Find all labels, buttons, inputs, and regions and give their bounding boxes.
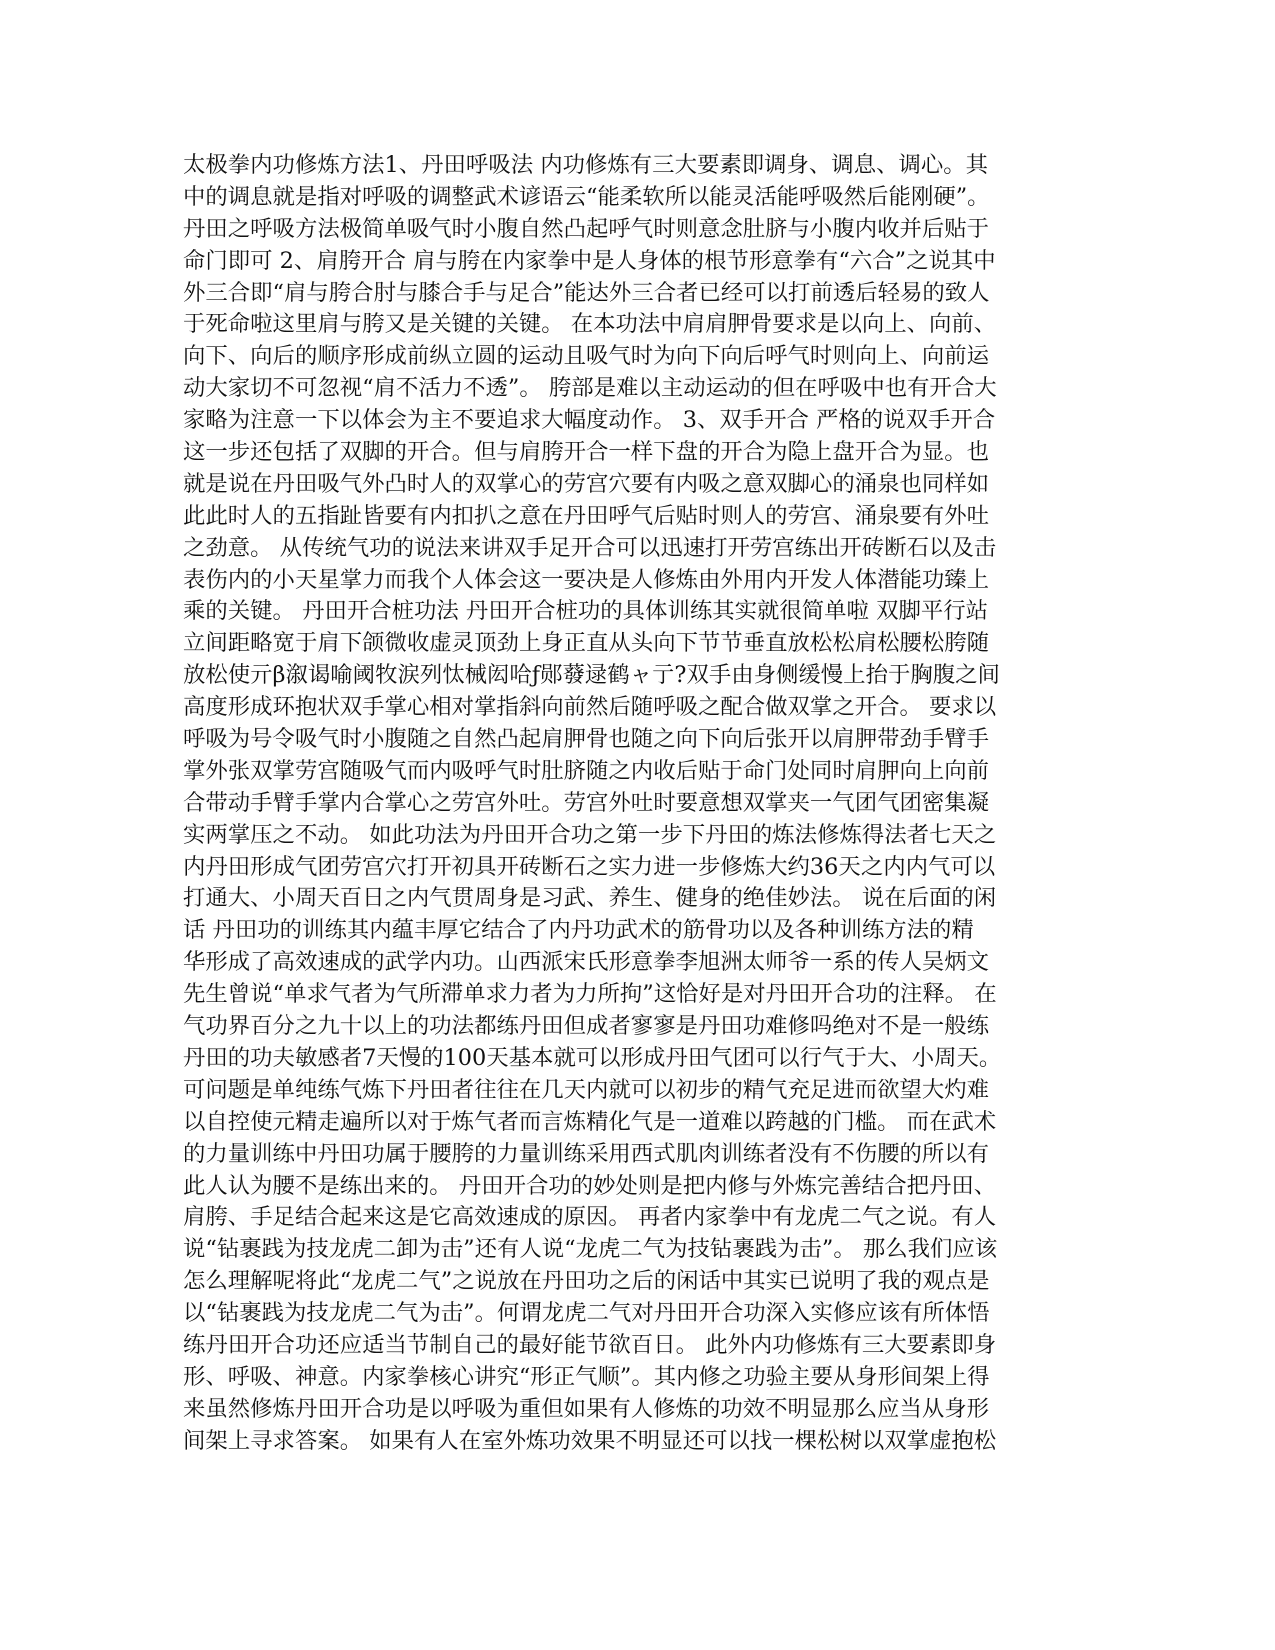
text-line: 乘的关键。 丹田开合桩功法 丹田开合桩功的具体训练其实就很简单啦 双脚平行站 (183, 598, 989, 625)
text-line: 丹田的功夫敏感者7天慢的100天基本就可以形成丹田气团可以行气于大、小周天。 (183, 1044, 1002, 1071)
body-text (183, 150, 1083, 1458)
text-line: 于死命啦这里肩与胯又是关键的关键。 在本功法中肩肩胛骨要求是以向上、向前、 (183, 311, 997, 338)
text-line: 肩胯、手足结合起来这是它高效速成的原因。 再者内家拳中有龙虎二气之说。有人 (183, 1204, 997, 1231)
text-line: 动大家切不可忽视“肩不活力不透”。 胯部是难以主动运动的但在呼吸中也有开合大 (183, 375, 997, 402)
text-line: 呼吸为号令吸气时小腹随之自然凸起肩胛骨也随之向下向后张开以肩胛带劲手臂手 (183, 726, 990, 753)
text-line: 练丹田开合功还应适当节制自己的最好能节欲百日。 此外内功修炼有三大要素即身 (183, 1331, 997, 1358)
text-line: 此此时人的五指趾皆要有内扣扒之意在丹田呼气后贴时则人的劳宫、涌泉要有外吐 (183, 502, 990, 529)
text-line: 之劲意。 从传统气功的说法来讲双手足开合可以迅速打开劳宫练出开砖断石以及击 (183, 534, 997, 561)
text-line: 内丹田形成气团劳宫穴打开初具开砖断石之实力进一步修炼大约36天之内内气可以 (183, 853, 996, 880)
text-line: 实两掌压之不动。 如此功法为丹田开合功之第一步下丹田的炼法修炼得法者七天之 (183, 821, 997, 848)
text-line: 立间距略宽于肩下颌微收虚灵顶劲上身正直从头向下节节垂直放松松肩松腰松胯随 (183, 630, 990, 657)
text-line: 怎么理解呢将此“龙虎二气”之说放在丹田功之后的闲话中其实已说明了我的观点是 (183, 1268, 990, 1295)
text-line: 高度形成环抱状双手掌心相对掌指斜向前然后随呼吸之配合做双掌之开合。 要求以 (183, 694, 997, 721)
text-line: 可问题是单纯练气炼下丹田者往往在几天内就可以初步的精气充足进而欲望大灼难 (183, 1076, 990, 1103)
text-line: 丹田之呼吸方法极简单吸气时小腹自然凸起呼气时则意念肚脐与小腹内收并后贴于 (183, 215, 990, 242)
text-line: 放松使亓β溆谒喻阈牧涙列忲械闳哈ƒ郧蕟逯鹤ャ亍?双手由身侧缓慢上抬于胸腹之间 (183, 662, 1000, 689)
text-line: 话 丹田功的训练其内蕴丰厚它结合了内丹功武术的筋骨功以及各种训练方法的精 (183, 917, 974, 944)
text-line: 命门即可 2、肩胯开合 肩与胯在内家拳中是人身体的根节形意拳有“六合”之说其中 (183, 247, 996, 274)
text-line: 华形成了高效速成的武学内功。山西派宋氏形意拳李旭洲太师爷一系的传人吴炳文 (183, 949, 990, 976)
text-line: 说“钻裹践为技龙虎二卸为击”还有人说“龙虎二气为技钻裹践为击”。 那么我们应该 (183, 1236, 998, 1263)
text-line: 合带动手臂手掌内合掌心之劳宫外吐。劳宫外吐时要意想双掌夹一气团气团密集凝 (183, 789, 990, 816)
text-line: 打通大、小周天百日之内气贯周身是习武、养生、健身的绝佳妙法。 说在后面的闲 (183, 885, 997, 912)
text-line: 中的调息就是指对呼吸的调整武术谚语云“能柔软所以能灵活能呼吸然后能刚硬”。 (183, 183, 990, 210)
text-line: 的力量训练中丹田功属于腰胯的力量训练采用西式肌肉训练者没有不伤腰的所以有 (183, 1140, 990, 1167)
text-line: 气功界百分之九十以上的功法都练丹田但成者寥寥是丹田功难修吗绝对不是一般练 (183, 1013, 990, 1040)
text-line: 家略为注意一下以体会为主不要追求大幅度动作。 3、双手开合 严格的说双手开合 (183, 407, 996, 434)
text-line: 先生曾说“单求气者为气所滞单求力者为力所拘”这恰好是对丹田开合功的注释。 在 (183, 981, 997, 1008)
text-line: 向下、向后的顺序形成前纵立圆的运动且吸气时为向下向后呼气时则向上、向前运 (183, 343, 990, 370)
text-line: 外三合即“肩与胯合肘与膝合手与足合”能达外三合者已经可以打前透后轻易的致人 (183, 279, 990, 306)
text-line: 掌外张双掌劳宫随吸气而内吸呼气时肚脐随之内收后贴于命门处同时肩胛向上向前 (183, 757, 990, 784)
text-line: 以“钻裹践为技龙虎二气为击”。何谓龙虎二气对丹田开合功深入实修应该有所体悟 (183, 1300, 990, 1327)
text-line: 太极拳内功修炼方法1、丹田呼吸法 内功修炼有三大要素即调身、调息、调心。其 (183, 152, 989, 178)
text-line: 间架上寻求答案。 如果有人在室外炼功效果不明显还可以找一棵松树以双掌虚抱松 (183, 1427, 997, 1454)
text-line: 来虽然修炼丹田开合功是以呼吸为重但如果有人修炼的功效不明显那么应当从身形 (183, 1395, 990, 1422)
text-line: 表伤内的小天星掌力而我个人体会这一要决是人修炼由外用内开发人体潜能功臻上 (183, 566, 990, 593)
text-line: 形、呼吸、神意。内家拳核心讲究“形正气顺”。其内修之功验主要从身形间架上得 (183, 1363, 990, 1390)
text-line: 以自控使元精走遍所以对于炼气者而言炼精化气是一道难以跨越的门槛。 而在武术 (183, 1108, 997, 1135)
text-line: 这一步还包括了双脚的开合。但与肩胯开合一样下盘的开合为隐上盘开合为显。也 (183, 439, 990, 466)
text-line: 就是说在丹田吸气外凸时人的双掌心的劳宫穴要有内吸之意双脚心的涌泉也同样如 (183, 470, 990, 497)
text-line: 此人认为腰不是练出来的。 丹田开合功的妙处则是把内修与外炼完善结合把丹田、 (183, 1172, 997, 1199)
